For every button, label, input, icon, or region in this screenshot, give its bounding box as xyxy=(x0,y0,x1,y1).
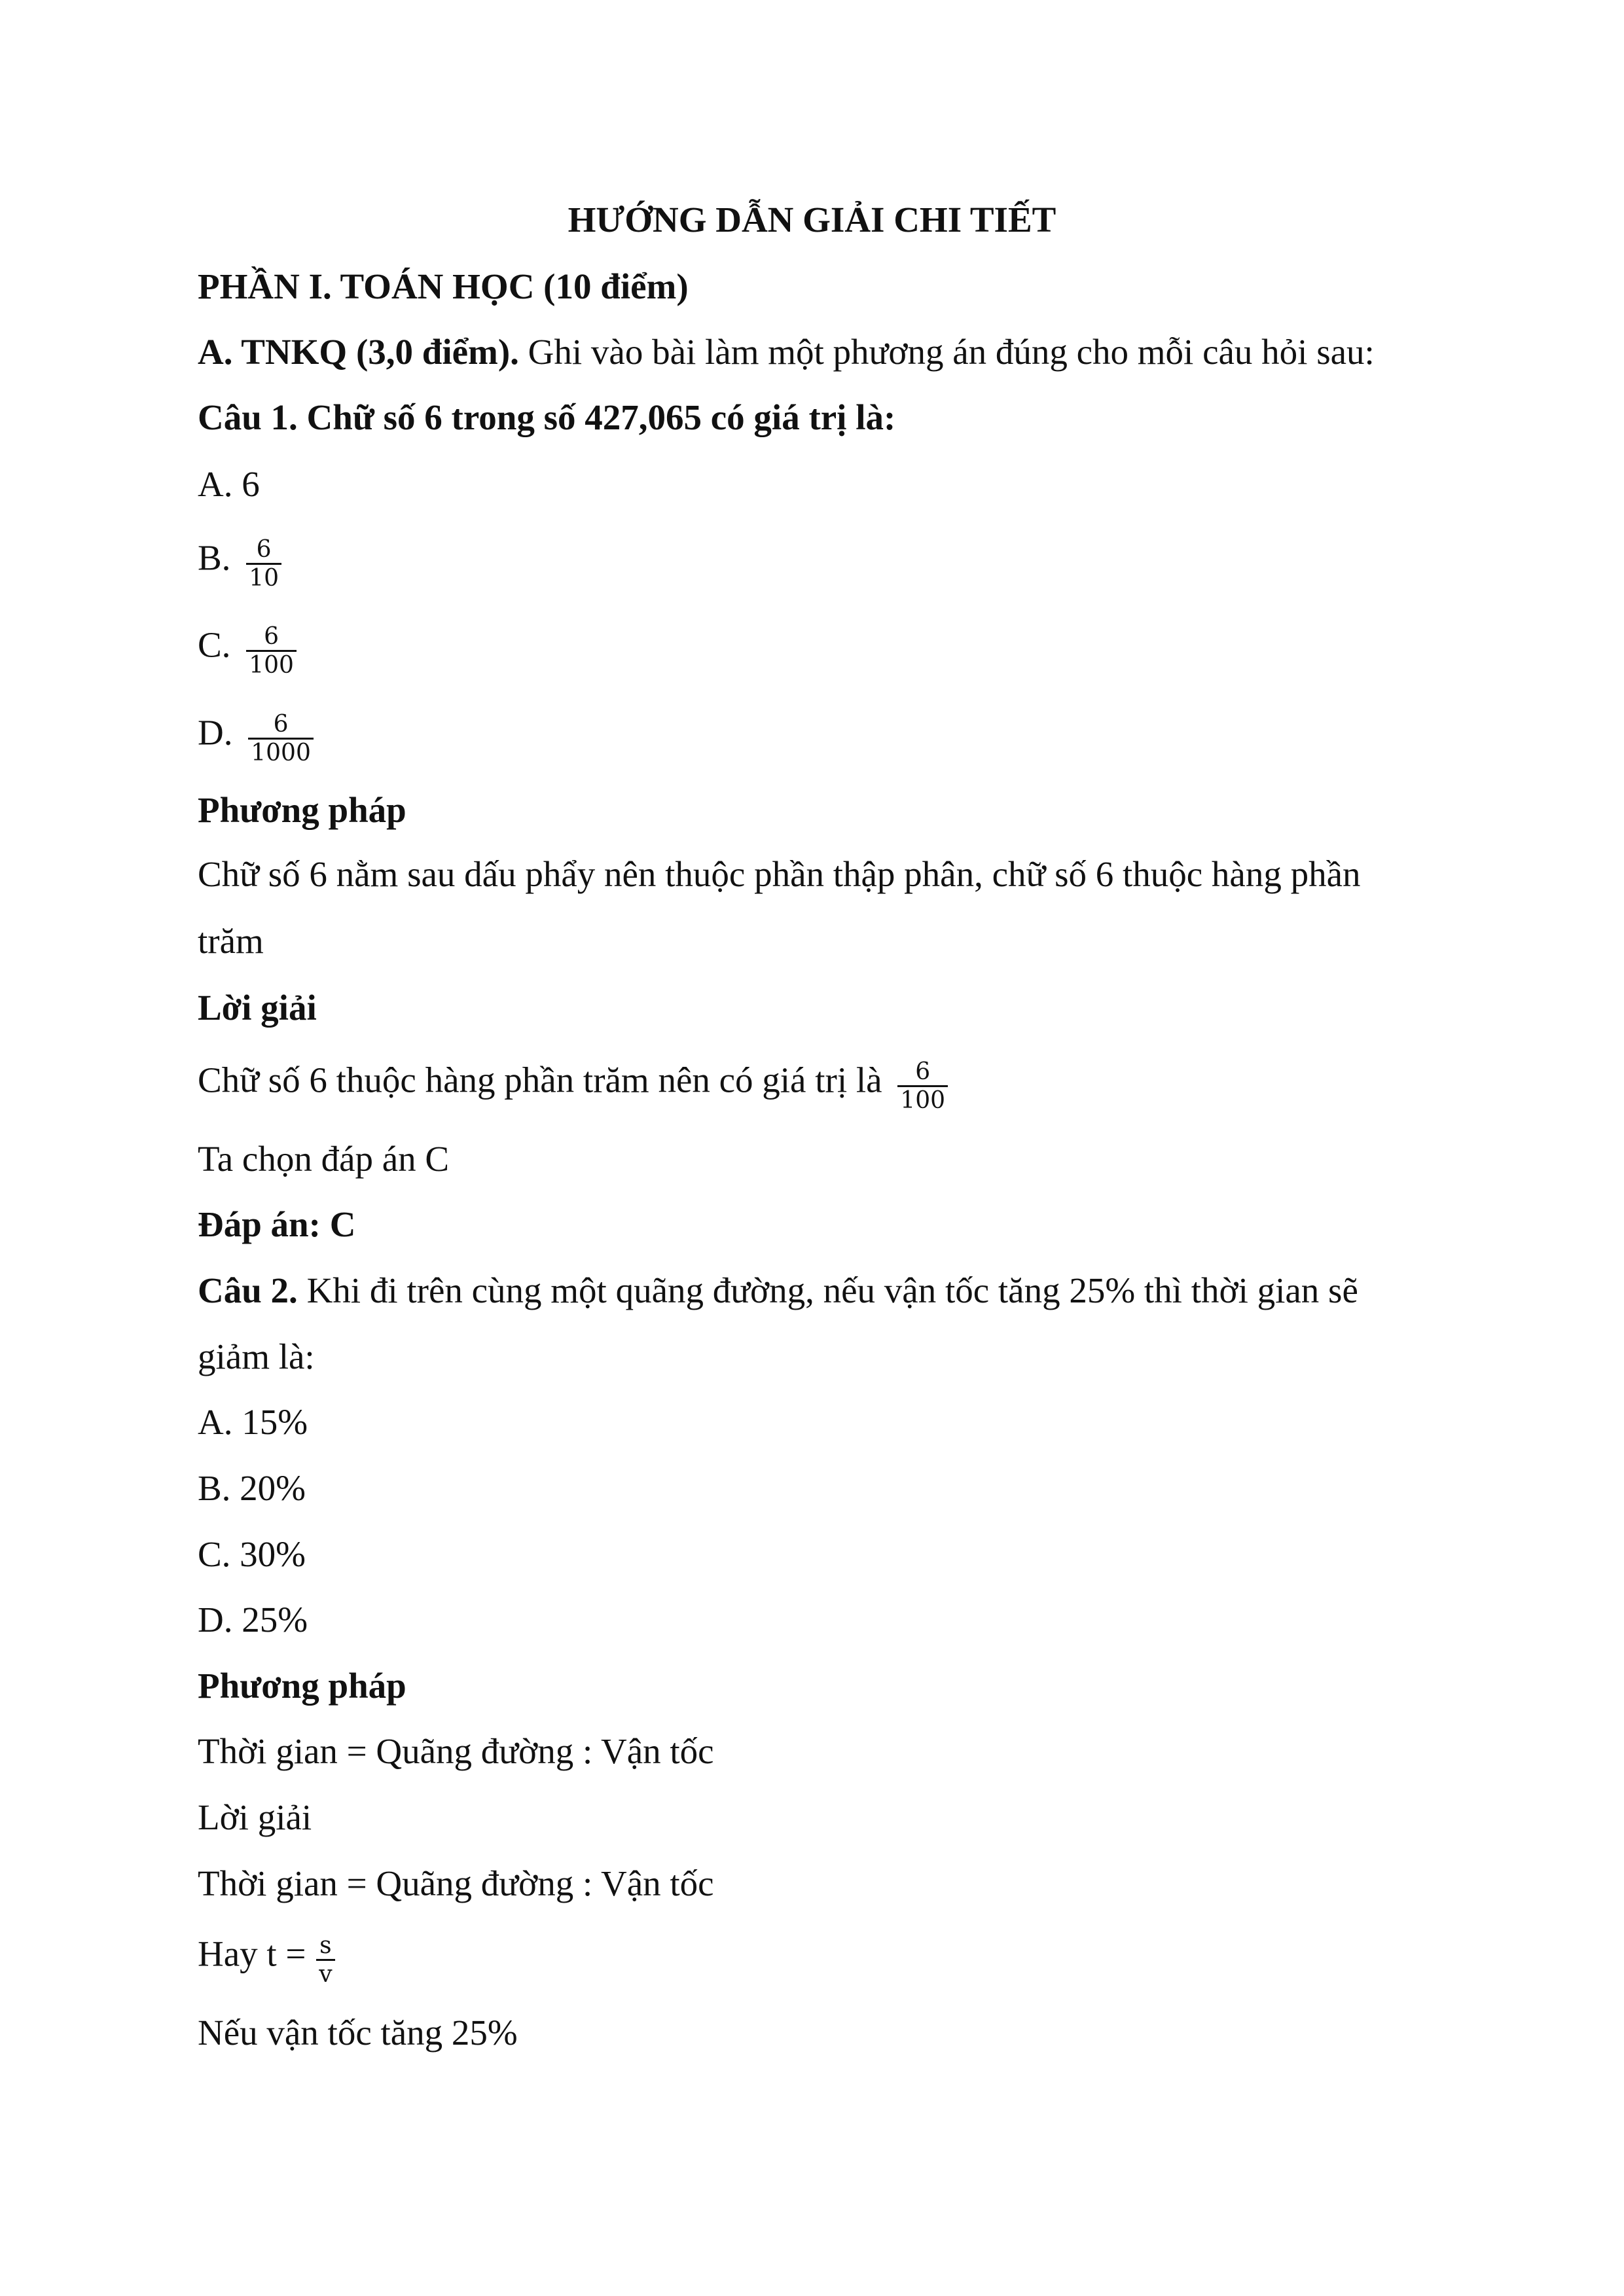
denominator: 100 xyxy=(900,1087,946,1115)
option-prefix: B. xyxy=(198,537,240,578)
q1-method-heading: Phương pháp xyxy=(198,790,406,830)
fraction xyxy=(246,623,297,679)
q1-method-line-2: trăm xyxy=(198,921,264,961)
q2-solution-heading: Lời giải xyxy=(198,1797,312,1837)
q2-option-b: B. 20% xyxy=(198,1468,306,1508)
numerator: 6 xyxy=(246,536,281,565)
page-title: HƯỚNG DẪN GIẢI CHI TIẾT xyxy=(568,200,1056,240)
q2-solution-line-3: Nếu vận tốc tăng 25% xyxy=(198,2013,518,2053)
q1-option-b xyxy=(198,533,281,590)
solution-sentence: Chữ số 6 thuộc hàng phần trăm nên có giá trị là xyxy=(198,1060,892,1100)
denominator: 10 xyxy=(249,565,279,592)
q2-solution-line-1: Thời gian = Quãng đường : Vận tốc xyxy=(198,1863,714,1903)
question-2-label: Câu 2. xyxy=(198,1270,298,1310)
q2-method-heading: Phương pháp xyxy=(198,1666,406,1706)
question-2-line-1 xyxy=(198,1272,1358,1308)
fraction xyxy=(248,711,314,767)
q1-solution-text xyxy=(198,1056,948,1115)
question-1: Câu 1. Chữ số 6 trong số 427,065 có giá trị là: xyxy=(198,397,896,437)
section-a-instruction: Ghi vào bài làm một phương án đúng cho mỗi câu hỏi sau: xyxy=(518,332,1375,372)
formula-prefix: Hay t = xyxy=(198,1933,316,1974)
option-prefix: C. xyxy=(198,624,240,665)
numerator: 6 xyxy=(248,711,314,740)
question-2-line-2: giảm là: xyxy=(198,1336,315,1376)
section-a-label: A. TNKQ (3,0 điểm). xyxy=(198,332,519,372)
q2-option-c: C. 30% xyxy=(198,1534,306,1574)
q2-option-d: D. 25% xyxy=(198,1600,308,1640)
q1-choose: Ta chọn đáp án C xyxy=(198,1139,450,1179)
denominator: 100 xyxy=(249,652,294,679)
question-2-text: Khi đi trên cùng một quãng đường, nếu vận tốc tăng 25% thì thời gian sẽ xyxy=(297,1270,1358,1310)
q2-option-a: A. 15% xyxy=(198,1402,308,1442)
section-a-heading xyxy=(198,334,1375,370)
numerator: 6 xyxy=(246,623,297,652)
q2-solution-formula xyxy=(198,1929,335,1986)
option-prefix: D. xyxy=(198,712,242,753)
q2-method-text: Thời gian = Quãng đường : Vận tốc xyxy=(198,1731,714,1771)
q1-method-line-1: Chữ số 6 nằm sau dấu phẩy nên thuộc phần thập phân, chữ số 6 thuộc hàng phần xyxy=(198,854,1361,894)
q1-answer: Đáp án: C xyxy=(198,1204,356,1244)
numerator: 6 xyxy=(897,1058,948,1087)
fraction xyxy=(897,1058,948,1115)
q1-solution-heading: Lời giải xyxy=(198,988,317,1028)
denominator: v xyxy=(319,1961,333,1988)
q1-option-c xyxy=(198,620,297,677)
denominator: 1000 xyxy=(251,740,311,767)
q1-option-a: A. 6 xyxy=(198,464,260,504)
q1-option-d xyxy=(198,708,314,767)
numerator: s xyxy=(316,1932,334,1961)
part-heading: PHẦN I. TOÁN HỌC (10 điểm) xyxy=(198,266,689,306)
fraction xyxy=(246,536,281,592)
fraction xyxy=(316,1932,334,1988)
